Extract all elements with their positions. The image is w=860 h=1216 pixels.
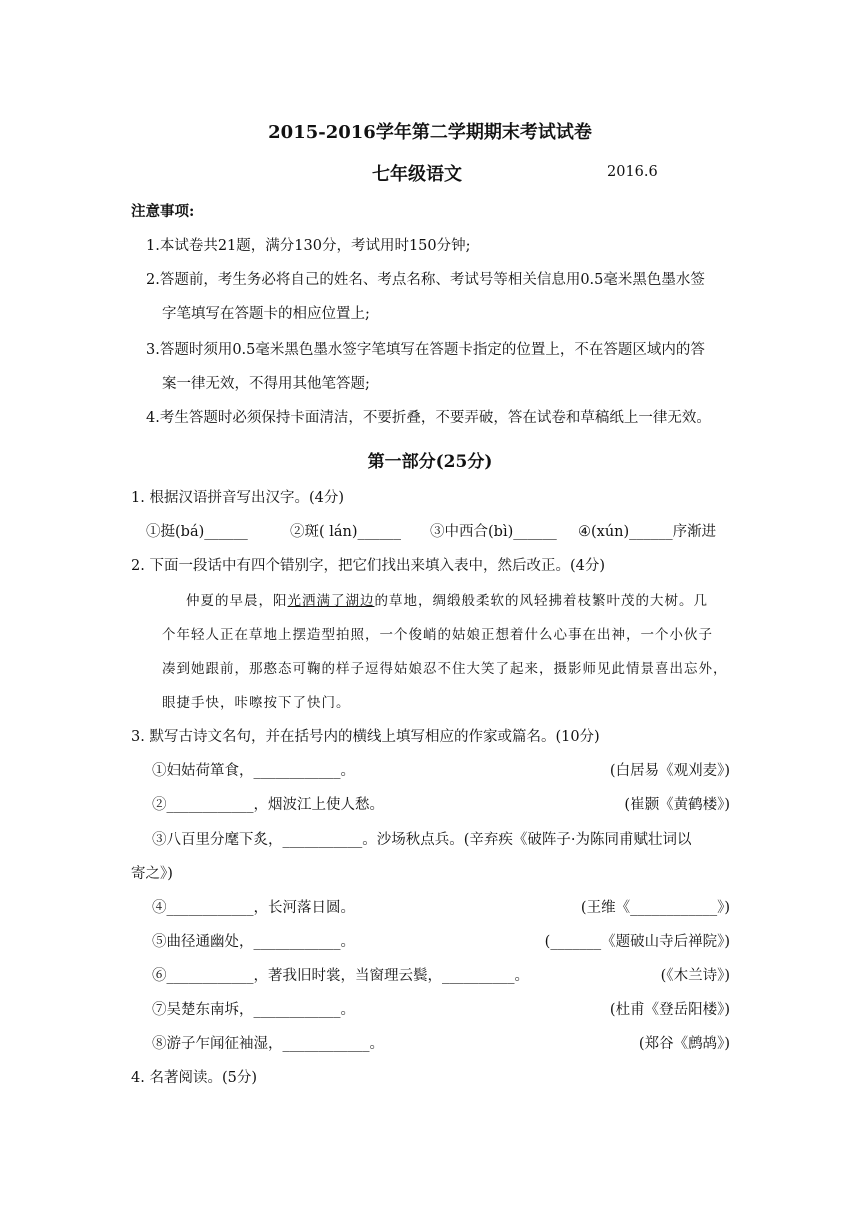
note-item-2-cont: 字笔填写在答题卡的相应位置上; — [162, 306, 370, 322]
q2-passage-line-2: 个年轻人正在草地上摆造型拍照，一个俊峭的姑娘正想着什么心事在出神，一个小伙子 — [162, 627, 713, 643]
note-item-1: 1.本试卷共21题，满分130分，考试用时150分钟; — [146, 238, 471, 254]
exam-subject: 七年级语文 — [372, 164, 462, 185]
q3-source-5: (_______《题破山寺后禅院》) — [544, 934, 730, 950]
q3-line-4: ④____________，长河落日圆。 — [152, 900, 355, 916]
q3-line-8: ⑧游子乍闻征袖湿，____________。 — [152, 1036, 384, 1052]
q3-line-5: ⑤曲径通幽处，____________。 — [152, 934, 355, 950]
q2-passage-line-3: 凑到她跟前，那憨态可鞠的样子逗得姑娘忍不住大笑了起来，摄影师见此情景喜出忘外， — [162, 661, 728, 677]
q3-source-2: (崔颢《黄鹤楼》) — [624, 797, 730, 813]
q3-line-1: ①妇姑荷箪食，____________。 — [152, 763, 355, 779]
q3-stem: 3. 默写古诗文名句，并在括号内的横线上填写相应的作家或篇名。(10分) — [131, 729, 600, 745]
q3-source-7: (杜甫《登岳阳楼》) — [609, 1002, 730, 1018]
q2-passage-line-4: 眼捷手快，咔嚓按下了快门。 — [162, 695, 351, 711]
notes-heading: 注意事项: — [131, 203, 195, 220]
note-item-2: 2.答题前，考生务必将自己的姓名、考点名称、考试号等相关信息用0.5毫米黑色墨水签 — [146, 272, 705, 288]
q3-line-3-cont: 寄之》) — [131, 866, 173, 882]
q2-passage-line-1 — [186, 591, 708, 611]
q2-stem: 2. 下面一段话中有四个错别字，把它们找出来填入表中，然后改正。(4分) — [131, 558, 605, 574]
q3-line-7: ⑦吴楚东南坼，____________。 — [152, 1002, 355, 1018]
q3-source-1: (白居易《观刈麦》) — [609, 763, 730, 779]
q2-passage-text: 仲夏的早晨，阳 — [186, 593, 288, 609]
note-item-4: 4.考生答题时必须保持卡面清洁，不要折叠，不要弄破，答在试卷和草稿纸上一律无效。 — [146, 410, 711, 426]
q1-stem: 1. 根据汉语拼音写出汉字。(4分) — [131, 490, 344, 506]
q3-source-4: (王维《____________》) — [580, 900, 730, 916]
q3-line-6: ⑥____________，著我旧时裳，当窗理云鬓，__________。 — [152, 968, 529, 984]
q3-source-8: (郑谷《鹧鸪》) — [638, 1036, 730, 1052]
q4-stem: 4. 名著阅读。(5分) — [131, 1070, 257, 1086]
q2-passage-text: 的草地，绸缎般柔软的风轻拂着枝繁叶茂的大树。几 — [374, 593, 708, 609]
note-item-3: 3.答题时须用0.5毫米黑色墨水签字笔填写在答题卡指定的位置上，不在答题区域内的答 — [146, 342, 705, 358]
q3-line-2: ②____________，烟波江上使人愁。 — [152, 797, 384, 813]
q1-blank-b: ②斑( lán)______ — [290, 524, 402, 540]
q2-underlined-phrase: 光洒满了湖边 — [287, 593, 375, 609]
exam-date: 2016.6 — [607, 164, 658, 180]
q3-line-3: ③八百里分麾下炙，___________。沙场秋点兵。(辛弃疾《破阵子·为陈同甫赋壮词以 — [152, 832, 692, 848]
section-1-title: 第一部分(25分) — [367, 452, 493, 472]
q3-source-6: (《木兰诗》) — [660, 968, 730, 984]
q1-blank-d: ④(xún)______序渐进 — [578, 524, 717, 540]
q1-blank-a: ①挺(bá)______ — [146, 524, 248, 540]
note-item-3-cont: 案一律无效，不得用其他笔答题; — [162, 376, 370, 392]
exam-title: 2015-2016学年第二学期期末考试试卷 — [268, 122, 592, 143]
q1-blank-c: ③中西合(bì)______ — [430, 524, 557, 540]
